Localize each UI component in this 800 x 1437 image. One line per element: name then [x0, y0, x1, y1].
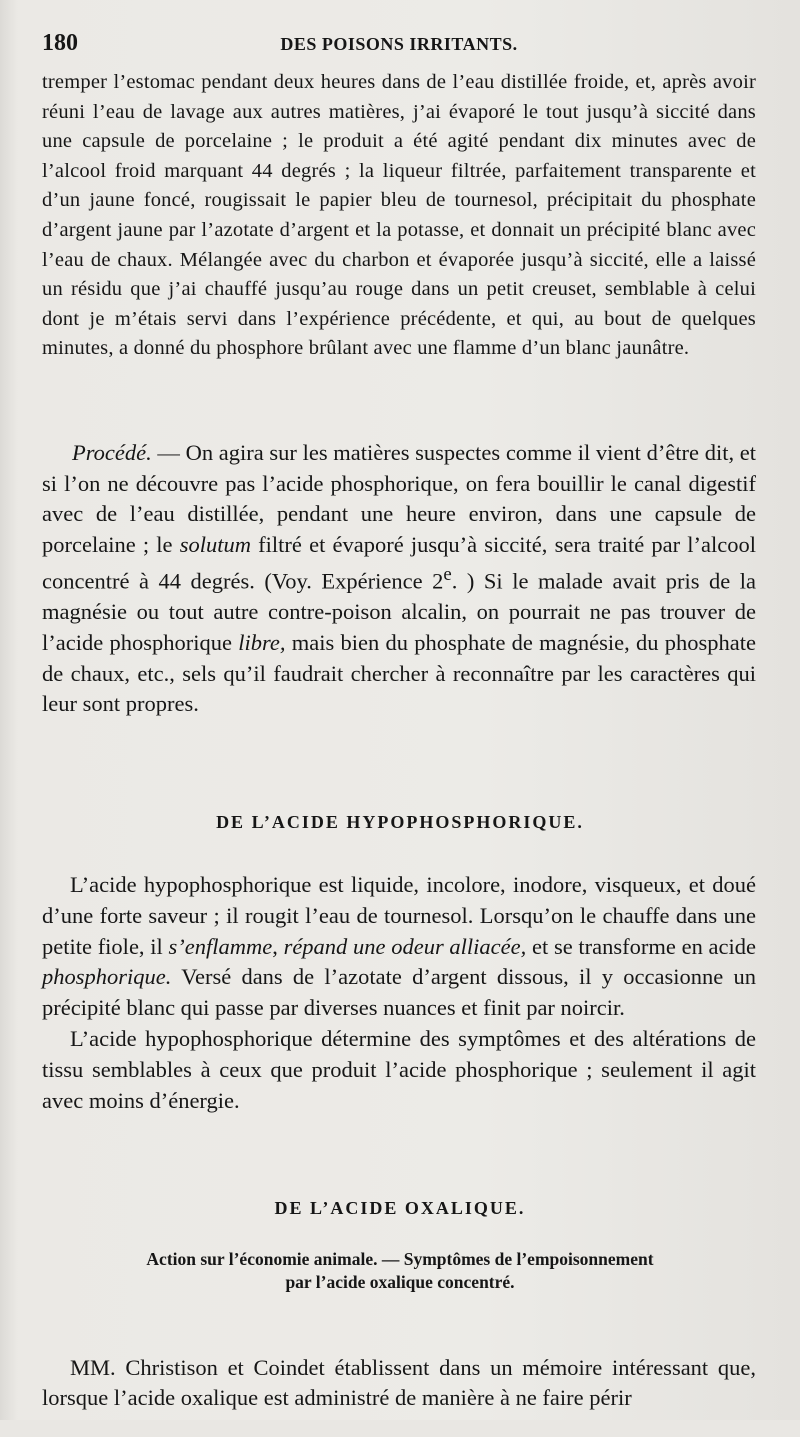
- continuation-text: tremper l’estomac pendant deux heures dans de l’eau distillée froide, et, après avoir réuni l’eau de lavage aux autres matières, j’ai évaporé le tout jusqu’à siccité dans une capsule de porcelaine ; le produit a été agité pendant dix minutes avec de l’alcool froid marquant 44 degrés ; la liqueur filtrée, parfaitement transparente et d’un jaune foncé, rougissait le papier bleu de tournesol, précipitait du phosphate d’argent jaune par l’azotate d’argent et la potasse, et donnait un précipité blanc avec l’eau de chaux. Mélangée avec du charbon et évaporée jusqu’à siccité, elle a laissé un résidu que j’ai chauffé jusqu’au rouge dans un petit creuset, semblable à celui dont je m’étais servi dans l’expérience précédente, et qui, au bout de quelques minutes, a donné du phosphore brûlant avec une flamme d’un blanc jaunâtre.: [42, 71, 756, 360]
- section-heading-oxalique: DE L’ACIDE OXALIQUE.: [274, 1198, 526, 1218]
- procede-text-1: On agira sur les matières suspectes comme il vient d’être dit, et si l’on ne découvre pas l’acide phosphorique, on fera bouillir le canal digestif avec de l’eau distillée, pendant une heure environ, dans une capsule de porcelaine ; le: [42, 440, 756, 557]
- procede-text-3: . ) Si le malade avait pris de la magnésie ou tout autre contre-poison alcalin, on pourrait ne pas trouver de l’acide phosphorique: [42, 568, 756, 656]
- oxalique-subheading-line-2: par l’acide oxalique concentré.: [285, 1272, 515, 1292]
- hypo-italic-2: répand une odeur alliacée,: [283, 933, 527, 959]
- hypo-italic-1: s’enflamme: [168, 933, 273, 959]
- oxalique-subheading: [60, 1248, 740, 1294]
- hypo-text-2: ,: [272, 933, 284, 959]
- procede-superscript: e: [443, 564, 452, 586]
- running-head: DES POISONS IRRITANTS.: [280, 34, 518, 54]
- hypophosphorique-paragraph-2: L’acide hypophosphorique détermine des symptômes et des altérations de tissu semblables à ceux que produit l’acide phosphorique ; seulement il agit avec moins d’énergie.: [42, 1025, 756, 1113]
- oxalique-paragraph-1: MM. Christison et Coindet établissent dans un mémoire intéressant que, lorsque l’acide oxalique est administré de manière à ne faire périr: [42, 1354, 756, 1411]
- hypo-text-3: et se transforme en acide: [526, 933, 756, 959]
- hypo-text-1: L’acide hypophosphorique est liquide, incolore, inodore, visqueux, et doué d’une forte saveur ; il rougit l’eau de tournesol. Lorsqu’on le chauffe dans une petite fiole, il: [42, 872, 756, 959]
- procede-italic-solutum: solutum: [179, 531, 251, 557]
- page-number: 180: [42, 30, 78, 56]
- procede-text-2: filtré et évaporé jusqu’à siccité, sera traité par l’alcool concentré à 44 degrés. (Voy. Expérience 2: [42, 531, 757, 594]
- procede-text-4: mais bien du phosphate de magnésie, du phosphate de chaux, etc., sels qu’il faudrait chercher à reconnaître par les caractères qui leur sont propres.: [42, 630, 756, 717]
- procede-label: Procédé.: [72, 440, 152, 465]
- section-heading-hypophosphorique: DE L’ACIDE HYPOPHOSPHORIQUE.: [216, 812, 584, 832]
- hypophosphorique-body: [42, 870, 756, 1116]
- continuation-paragraph: [42, 68, 756, 364]
- page-header: [42, 30, 756, 64]
- procede-paragraph: [42, 438, 756, 720]
- procede-italic-libre: libre,: [238, 630, 286, 656]
- hypo-italic-3: phosphorique.: [42, 964, 172, 990]
- oxalique-body: [42, 1330, 756, 1437]
- hypo-text-4: Versé dans de l’azotate d’argent dissous, il y occasionne un précipité blanc qui passe par diverses nuances et finit par noircir.: [42, 964, 756, 1021]
- hypophosphorique-paragraph-1: [42, 870, 756, 1024]
- procede-dash: —: [151, 440, 186, 465]
- oxalique-subheading-line-1: Action sur l’économie animale. — Symptômes de l’empoisonnement: [146, 1249, 654, 1269]
